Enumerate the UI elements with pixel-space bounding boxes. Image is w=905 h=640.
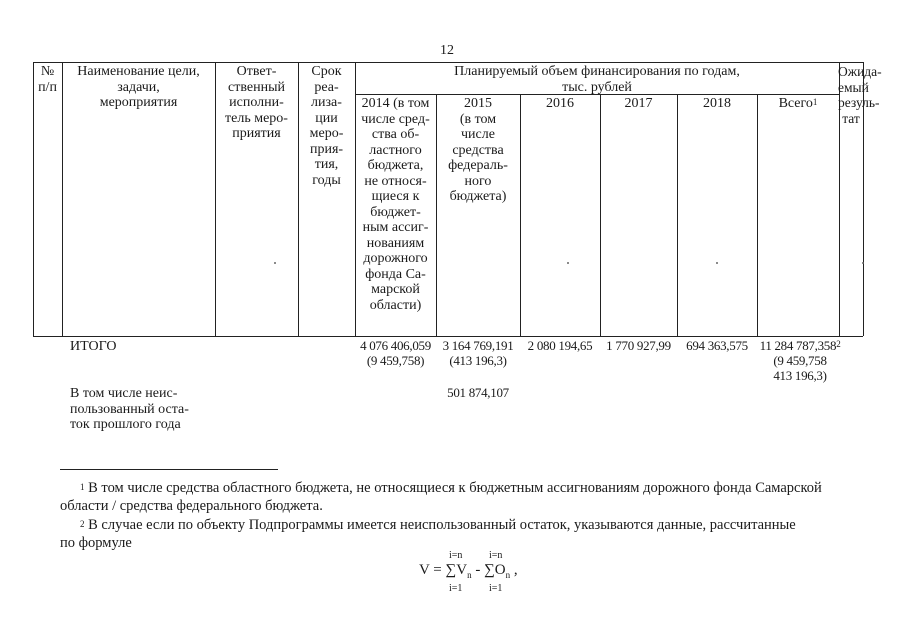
header-year-2014: 2014 (в том числе сред- ства об- ластного бюджета, не относя- щиеся к бюджет- ным ассиг- нованиям дорожного фонда Са- марской области) xyxy=(361,96,430,313)
empty-cell-mark xyxy=(567,262,569,264)
empty-cell-mark xyxy=(716,262,718,264)
col-divider-8 xyxy=(677,94,678,336)
remainder-2015: 501 874,107 xyxy=(447,385,509,400)
itogo-2018: 694 363,575 xyxy=(686,338,748,353)
formula-subscript-2: n xyxy=(505,570,511,580)
itogo-2017: 1 770 927,99 xyxy=(606,338,671,353)
itogo-label: ИТОГО xyxy=(70,339,117,354)
formula-upper-limit-2: i=n xyxy=(489,550,503,561)
total-footnote-mark: 1 xyxy=(812,97,818,107)
itogo-2016: 2 080 194,65 xyxy=(527,338,593,353)
formula-lower-limit-1: i=1 xyxy=(449,583,463,594)
remainder-label: В том числе неис- пользованный оста- ток прошлого года xyxy=(70,386,189,432)
table-left-border xyxy=(33,62,34,336)
empty-cell-mark xyxy=(862,262,864,264)
itogo-total: 11 284 787,358$^2$ (9 459,758 413 196,3) xyxy=(759,338,841,383)
header-bottom-border xyxy=(33,336,863,337)
header-year-2016: 2016 xyxy=(546,96,574,111)
header-planned-financing: Планируемый объем финансирования по годам, тыс. рублей xyxy=(454,64,740,95)
header-year-2017: 2017 xyxy=(624,96,653,111)
col-divider-7 xyxy=(600,94,601,336)
footnote-1-mark: 1 xyxy=(80,482,85,492)
formula-expression: $V = \sum V_n - \sum O_n$ , xyxy=(419,562,518,580)
col-divider-9 xyxy=(757,94,758,336)
header-year-2018: 2018 xyxy=(703,96,731,111)
formula-upper-limit-1: i=n xyxy=(449,550,463,561)
footnote-2-mark: 2 xyxy=(80,519,85,529)
footnote-2: $^2$ В случае если по объекту Подпрограммы имеется неиспользованный остаток, указываются данные, рассчитанные по формуле xyxy=(60,517,796,551)
col-divider-6 xyxy=(520,94,521,336)
footnote-1: $^1$ В том числе средства областного бюджета, не относящиеся к бюджетным ассигнованиям дорожного фонда Самарской области / средства федерального бюджета. xyxy=(60,480,822,514)
empty-cell-mark xyxy=(274,262,276,264)
page-number: 12 xyxy=(440,43,454,58)
header-executor: Ответ- ственный исполни- тель меро- приятия xyxy=(225,64,288,141)
header-year-2015: 2015 (в том числе средства федераль- ного бюджета) xyxy=(448,96,508,204)
header-term: Срок реа- лиза- ции меро- прия- тия, годы xyxy=(309,64,344,188)
header-name: Наименование цели, задачи, мероприятия xyxy=(77,64,200,110)
itogo-2015: 3 164 769,191 (413 196,3) xyxy=(442,338,514,368)
formula-subscript-1: n xyxy=(467,570,472,580)
footnote-separator xyxy=(60,469,278,470)
formula-lower-limit-2: i=1 xyxy=(489,583,503,594)
table-top-border xyxy=(33,62,863,63)
header-expected-result: Ожида- емый резуль- тат xyxy=(838,64,882,126)
header-number: № п/п xyxy=(38,64,57,95)
itogo-2014: 4 076 406,059 (9 459,758) xyxy=(360,338,431,368)
itogo-total-footnote-mark: 2 xyxy=(836,339,841,349)
header-total: Всего$^1$ xyxy=(778,96,818,111)
